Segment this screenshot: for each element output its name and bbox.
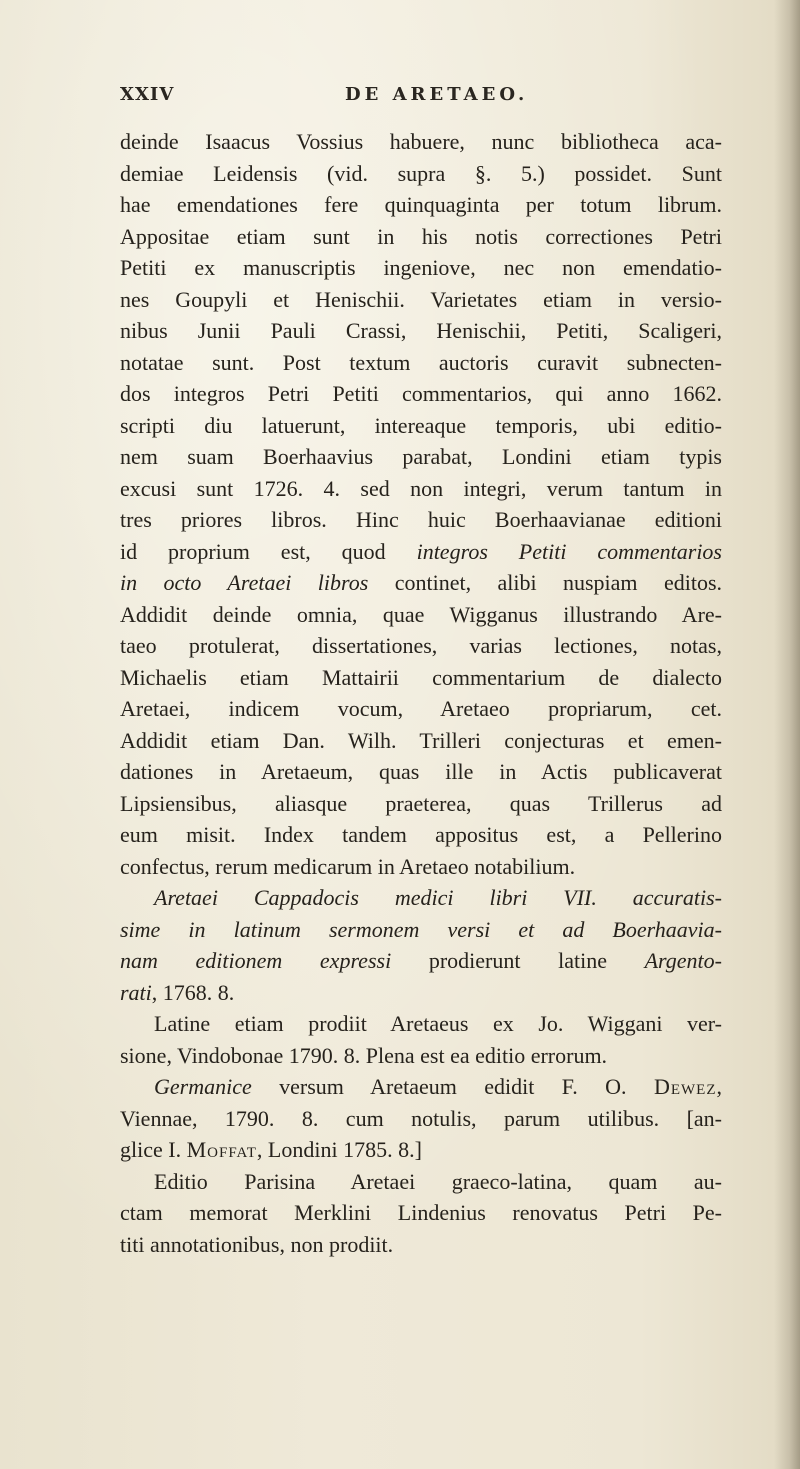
running-header bbox=[0, 84, 800, 124]
text-line bbox=[120, 126, 722, 158]
text-segment: prodierunt latine bbox=[391, 948, 645, 973]
text-segment: , 1768. 8. bbox=[151, 979, 235, 1005]
text-line bbox=[120, 504, 722, 536]
italic-text: in octo Aretaei libros bbox=[120, 570, 369, 595]
text-segment: Michaelis etiam Mattairii commentarium de dialecto bbox=[120, 664, 722, 690]
text-line bbox=[120, 851, 722, 883]
text-line bbox=[120, 1166, 722, 1198]
text-segment: titi annotationibus, non prodiit. bbox=[120, 1231, 394, 1257]
text-line bbox=[120, 284, 722, 316]
italic-text: Aretaei Cappadocis medici libri VII. accuratis- bbox=[154, 885, 722, 910]
text-segment: deinde Isaacus Vossius habuere, nunc bibliotheca aca- bbox=[120, 129, 722, 154]
text-segment: dationes in Aretaeum, quas ille in Actis publicaverat bbox=[120, 759, 722, 784]
text-segment: Editio Parisina Aretaei graeco-latina, quam au- bbox=[154, 1168, 722, 1194]
text-line bbox=[120, 252, 722, 284]
small-caps-text: Dewez bbox=[653, 1074, 717, 1099]
text-line bbox=[120, 756, 722, 788]
italic-text: Argento- bbox=[644, 948, 722, 973]
text-segment: ctam memorat Merklini Lindenius renovatus Petri Pe- bbox=[120, 1200, 722, 1225]
text-segment: nes Goupyli et Henischii. Varietates etiam in versio- bbox=[120, 286, 722, 312]
text-line bbox=[120, 1197, 722, 1229]
text-segment: Appositae etiam sunt in his notis correctiones Petri bbox=[120, 223, 722, 249]
text-line bbox=[120, 599, 722, 631]
text-line bbox=[120, 347, 722, 379]
body-text bbox=[120, 126, 722, 1260]
italic-text: Germanice bbox=[154, 1074, 252, 1099]
text-segment: glice I. bbox=[120, 1137, 187, 1162]
text-line bbox=[120, 189, 722, 221]
text-segment: excusi sunt 1726. 4. sed non integri, verum tantum in bbox=[120, 475, 722, 501]
text-segment: versum Aretaeum edidit F. O. bbox=[251, 1074, 654, 1099]
text-segment: nibus Junii Pauli Crassi, Henischii, Petiti, Scaligeri, bbox=[120, 318, 722, 343]
text-line bbox=[120, 819, 722, 851]
text-segment: , bbox=[716, 1074, 722, 1099]
text-segment: Petiti ex manuscriptis ingeniove, nec non emendatio- bbox=[120, 255, 722, 280]
running-title: DE ARETAEO. bbox=[345, 84, 529, 105]
text-segment: taeo protulerat, dissertationes, varias lectiones, notas, bbox=[120, 633, 722, 658]
text-line bbox=[120, 1008, 722, 1040]
text-line bbox=[120, 977, 722, 1009]
text-segment: Aretaei, indicem vocum, Aretaeo propriarum, cet. bbox=[120, 696, 722, 721]
page-edge-shadow bbox=[774, 0, 800, 1469]
text-line bbox=[120, 630, 722, 662]
text-line bbox=[120, 158, 722, 190]
text-segment: tres priores libros. Hinc huic Boerhaavianae editioni bbox=[120, 507, 722, 532]
italic-text: rati bbox=[120, 979, 152, 1005]
text-line bbox=[120, 315, 722, 347]
text-segment: sione, Vindobonae 1790. 8. Plena est ea editio errorum. bbox=[120, 1042, 608, 1068]
text-segment: dos integros Petri Petiti commentarios, qui anno 1662. bbox=[120, 381, 722, 406]
text-line bbox=[120, 1229, 722, 1261]
text-line bbox=[120, 473, 722, 505]
text-segment: scripti diu latuerunt, intereaque temporis, ubi editio- bbox=[120, 412, 722, 438]
text-line bbox=[120, 693, 722, 725]
text-segment: Addidit etiam Dan. Wilh. Trilleri conjecturas et emen- bbox=[120, 727, 722, 753]
text-segment: Viennae, 1790. 8. cum notulis, parum utilibus. [an- bbox=[120, 1105, 722, 1131]
text-line bbox=[120, 410, 722, 442]
italic-text: integros Petiti commentarios bbox=[416, 538, 722, 564]
text-segment: continet, alibi nuspiam editos. bbox=[368, 570, 723, 595]
text-line bbox=[120, 882, 722, 914]
text-segment: Addidit deinde omnia, quae Wigganus illustrando Are- bbox=[120, 601, 722, 627]
text-segment: confectus, rerum medicarum in Aretaeo notabilium. bbox=[120, 853, 576, 879]
text-segment: hae emendationes fere quinquaginta per totum librum. bbox=[120, 192, 722, 217]
text-line bbox=[120, 378, 722, 410]
text-segment: id proprium est, quod bbox=[120, 538, 417, 564]
text-line bbox=[120, 788, 722, 820]
text-line bbox=[120, 914, 722, 946]
text-line bbox=[120, 536, 722, 568]
text-line bbox=[120, 662, 722, 694]
page-number: XXIV bbox=[120, 84, 175, 105]
text-segment: eum misit. Index tandem appositus est, a Pellerino bbox=[120, 822, 722, 847]
text-segment: demiae Leidensis (vid. supra §. 5.) possidet. Sunt bbox=[120, 160, 722, 186]
text-line bbox=[120, 1040, 722, 1072]
text-line bbox=[120, 567, 722, 599]
text-segment: Latine etiam prodiit Aretaeus ex Jo. Wiggani ver- bbox=[154, 1011, 722, 1036]
text-line bbox=[120, 1071, 722, 1103]
text-segment: nem suam Boerhaavius parabat, Londini etiam typis bbox=[120, 444, 722, 469]
text-segment: notatae sunt. Post textum auctoris curavit subnecten- bbox=[120, 349, 722, 375]
text-line bbox=[120, 945, 722, 977]
text-segment: , Londini 1785. 8.] bbox=[256, 1137, 422, 1162]
italic-text: sime in latinum sermonem versi et ad Boerhaavia- bbox=[120, 916, 722, 942]
text-line bbox=[120, 441, 722, 473]
text-line bbox=[120, 1103, 722, 1135]
text-line bbox=[120, 221, 722, 253]
italic-text: nam editionem expressi bbox=[120, 948, 392, 973]
small-caps-text: Moffat bbox=[186, 1137, 257, 1162]
text-segment: Lipsiensibus, aliasque praeterea, quas Trillerus ad bbox=[120, 790, 722, 816]
text-line bbox=[120, 1134, 722, 1166]
text-line bbox=[120, 725, 722, 757]
